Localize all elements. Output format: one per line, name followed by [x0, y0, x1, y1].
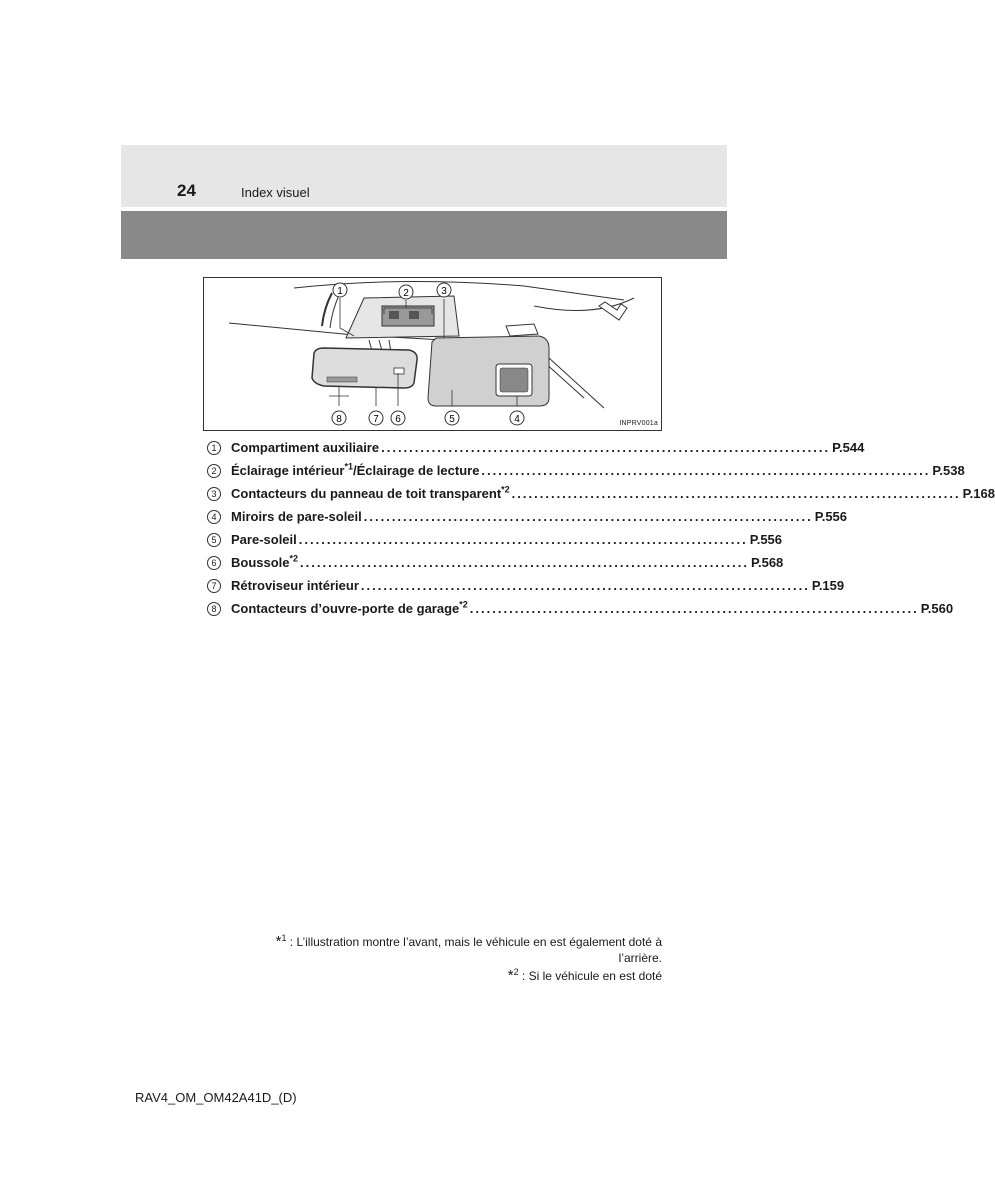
callout-label-4: 4	[514, 414, 520, 425]
callout-label-2: 2	[403, 288, 409, 299]
header-bar	[121, 211, 727, 259]
footnote-marker: *1	[344, 461, 353, 472]
legend-item	[205, 597, 954, 620]
footnote-text: : L’illustration montre l’avant, mais le véhicule en est également doté à	[286, 935, 662, 949]
page-reference[interactable]: P.159	[811, 578, 845, 593]
item-number: 4	[207, 510, 221, 524]
item-label: Boussole$^{*2}$	[231, 553, 299, 570]
item-number: 7	[207, 579, 221, 593]
footnote-marker: *2	[459, 599, 468, 610]
page-reference[interactable]: P.568	[750, 555, 784, 570]
item-label: Contacteurs du panneau de toit transparent$^{*2}$	[231, 484, 510, 501]
document-code: RAV4_OM_OM42A41D_(D)	[135, 1090, 297, 1105]
legend-item	[205, 436, 865, 459]
item-number: 6	[207, 556, 221, 570]
item-label: Compartiment auxiliaire	[231, 440, 380, 455]
legend-item	[205, 528, 783, 551]
page-reference[interactable]: P.556	[749, 532, 783, 547]
callout-label-7: 7	[373, 414, 379, 425]
section-title: Index visuel	[241, 185, 310, 200]
footnote-mark: *	[507, 967, 514, 984]
callout-label-6: 6	[395, 414, 401, 425]
legend-item	[205, 574, 845, 597]
item-number: 3	[207, 487, 221, 501]
footnote-text-continued: l’arrière.	[618, 951, 662, 965]
leader-dots: ................................................................................	[481, 463, 931, 478]
page-number: 24	[177, 181, 196, 200]
footnote-marker: *2	[501, 484, 510, 495]
page-reference[interactable]: P.556	[814, 509, 848, 524]
callout-label-5: 5	[449, 414, 455, 425]
leader-dots: ................................................................................	[360, 578, 810, 593]
footnote-marker: *2	[289, 553, 299, 564]
item-label: Rétroviseur intérieur	[231, 578, 359, 593]
leader-dots: ................................................................................	[300, 555, 749, 570]
footnote-1	[276, 934, 662, 966]
page-reference[interactable]: P.544	[832, 440, 865, 455]
callout-label-3: 3	[441, 286, 447, 297]
page-reference[interactable]: P.560	[920, 601, 954, 616]
item-number: 1	[207, 441, 221, 455]
legend-item	[205, 482, 995, 505]
callout-label-8: 8	[336, 414, 342, 425]
footnote-text: : Si le véhicule en est doté	[518, 969, 662, 983]
item-number: 5	[207, 533, 221, 547]
footnote-number: 2	[513, 967, 519, 977]
leader-dots: ................................................................................	[298, 532, 748, 547]
footnote-2	[508, 968, 662, 984]
page-reference[interactable]: P.538	[932, 463, 965, 478]
item-label: Éclairage intérieur$^{*1}$/Éclairage de lecture	[231, 461, 480, 478]
footnote-mark: *	[275, 933, 282, 950]
interior-overhead-illustration	[204, 278, 663, 432]
legend-list	[205, 436, 995, 620]
leader-dots: ................................................................................	[469, 601, 919, 616]
item-number: 2	[207, 464, 221, 478]
page-reference[interactable]: P.168	[962, 486, 995, 501]
legend-item	[205, 505, 848, 528]
callout-label-1: 1	[337, 286, 343, 297]
item-label: Miroirs de pare-soleil	[231, 509, 362, 524]
leader-dots: ................................................................................	[381, 440, 831, 455]
leader-dots: ................................................................................	[511, 486, 961, 501]
legend-item	[205, 551, 784, 574]
item-number: 8	[207, 602, 221, 616]
item-label: Pare-soleil	[231, 532, 297, 547]
figure-code: INPRV001a	[619, 420, 658, 427]
footnote-number: 1	[281, 933, 287, 943]
leader-dots: ................................................................................	[363, 509, 813, 524]
legend-item	[205, 459, 965, 482]
header-band	[121, 145, 727, 207]
illustration-figure	[203, 277, 662, 431]
item-label: Contacteurs d’ouvre-porte de garage$^{*2}$	[231, 599, 468, 616]
